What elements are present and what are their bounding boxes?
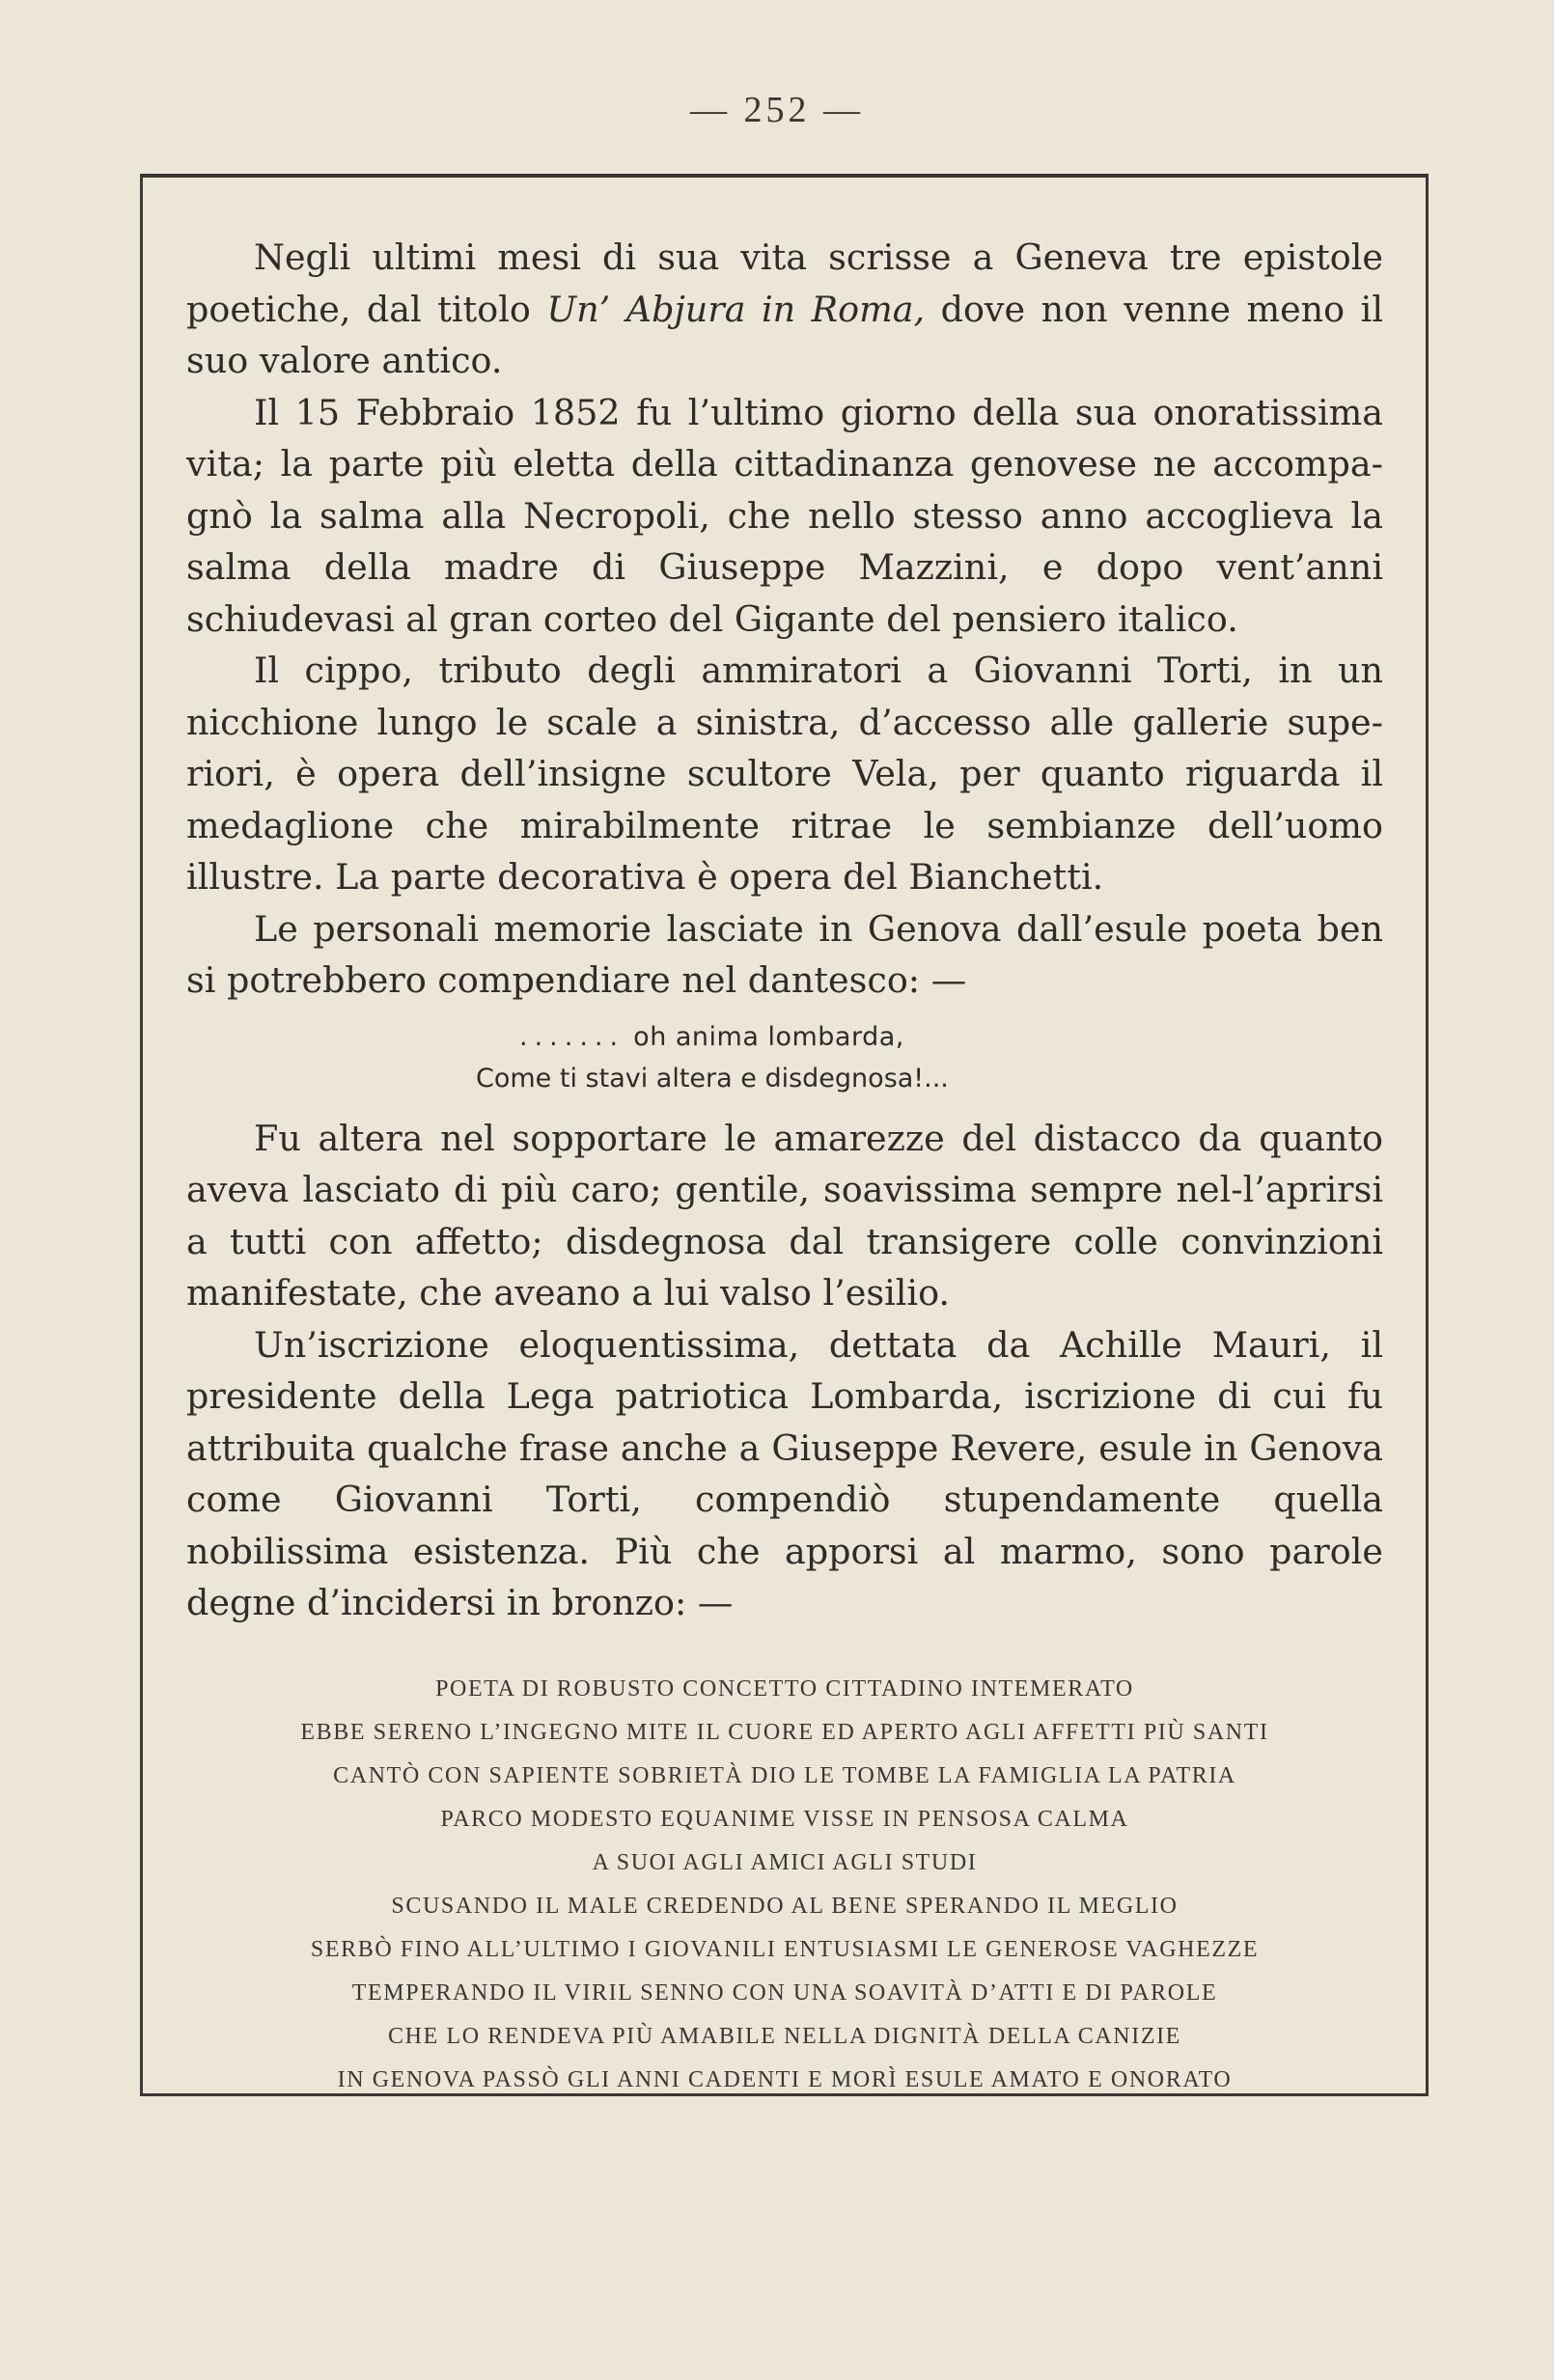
paragraph-4: Le personali memorie lasciate in Genova dall’esule poeta ben si potrebbero compendiare nel dantesco: — xyxy=(186,907,1383,1001)
quote-line-1-text: oh anima lombarda, xyxy=(633,1021,904,1052)
paragraph-5: Fu altera nel sopportare le amarezze del distacco da quanto aveva lasciato di più caro; gentile, soavissima sempre nel-l’aprirsi a tutti con affetto; disdegnosa dal transigere colle convinzioni manifestate, che aveano a lui valso l’esilio. xyxy=(186,1117,1383,1314)
inscription xyxy=(186,1668,1383,2102)
inscription-line: SERBÒ FINO ALL’ULTIMO I GIOVANILI ENTUSIASMI LE GENEROSE VAGHEZZE xyxy=(310,1936,1260,1962)
inscription-line: IN GENOVA PASSÒ GLI ANNI CADENTI E MORÌ ESULE AMATO E ONORATO xyxy=(337,2066,1233,2092)
paragraph-6: Un’iscrizione eloquentissima, dettata da Achille Mauri, il presidente della Lega patriotica Lombarda, iscrizione di cui fu attribuita qualche frase anche a Giuseppe Revere, esule in Genova come Giovanni Torti, compendiò stupendamente quella nobilissima esistenza. Più che apporsi al marmo, sono parole degne d’incidersi in bronzo: — xyxy=(186,1323,1383,1623)
quote-line-2: Come ti stavi altera e disdegnosa!... xyxy=(476,1063,949,1093)
paragraph-3: Il cippo, tributo degli ammiratori a Giovanni Torti, in un nicchione lungo le scale a sinistra, d’accesso alle gallerie supe-riori, è opera dell’insigne scultore Vela, per quanto riguarda il medaglione che mirabilmente ritrae le sembianze dell’uomo illustre. La parte decorativa è opera del Bianchetti. xyxy=(186,650,1383,898)
paragraph-1 xyxy=(186,232,1383,387)
quote-ellipsis: ....... xyxy=(519,1021,625,1052)
inscription-line: A SUOI AGLI AMICI AGLI STUDI xyxy=(592,1849,978,1875)
inscription-line: POETA DI ROBUSTO CONCETTO CITTADINO INTEMERATO xyxy=(435,1675,1134,1702)
inscription-line: SCUSANDO IL MALE CREDENDO AL BENE SPERANDO IL MEGLIO xyxy=(391,1893,1179,1919)
paragraph-2: Il 15 Febbraio 1852 fu l’ultimo giorno della sua onoratissima vita; la parte più eletta della cittadinanza genovese ne accompa-gnò la salma alla Necropoli, che nello stesso anno accoglieva la salma della madre di Giuseppe Mazzini, e dopo vent’anni schiudevasi al gran corteo del Gigante del pensiero italico. xyxy=(186,391,1383,640)
paragraph-1-title: Un’ Abjura in Roma, xyxy=(546,288,926,330)
quote-line-1 xyxy=(186,1016,1383,1058)
page-content xyxy=(186,232,1383,2102)
inscription-line: EBBE SERENO L’INGEGNO MITE IL CUORE ED APERTO AGLI AFFETTI PIÙ SANTI xyxy=(300,1719,1269,1745)
inscription-line: PARCO MODESTO EQUANIME VISSE IN PENSOSA CALMA xyxy=(440,1806,1129,1832)
inscription-line: TEMPERANDO IL VIRIL SENNO CON UNA SOAVITÀ D’ATTI E DI PAROLE xyxy=(351,1979,1218,2006)
page-number: — 252 — xyxy=(690,90,864,130)
inscription-line: CANTÒ CON SAPIENTE SOBRIETÀ DIO LE TOMBE LA FAMIGLIA LA PATRIA xyxy=(333,1762,1236,1788)
paragraph-1-text-after: dove non venne meno il suo valore antico. xyxy=(186,288,1383,381)
inscription-line: CHE LO RENDEVA PIÙ AMABILE NELLA DIGNITÀ DELLA CANIZIE xyxy=(388,2023,1181,2049)
paragraph-1-text-before: Negli ultimi mesi di sua vita scrisse a Geneva tre epistole poetiche, dal titolo xyxy=(186,236,1383,330)
dante-quote xyxy=(186,1016,1383,1099)
